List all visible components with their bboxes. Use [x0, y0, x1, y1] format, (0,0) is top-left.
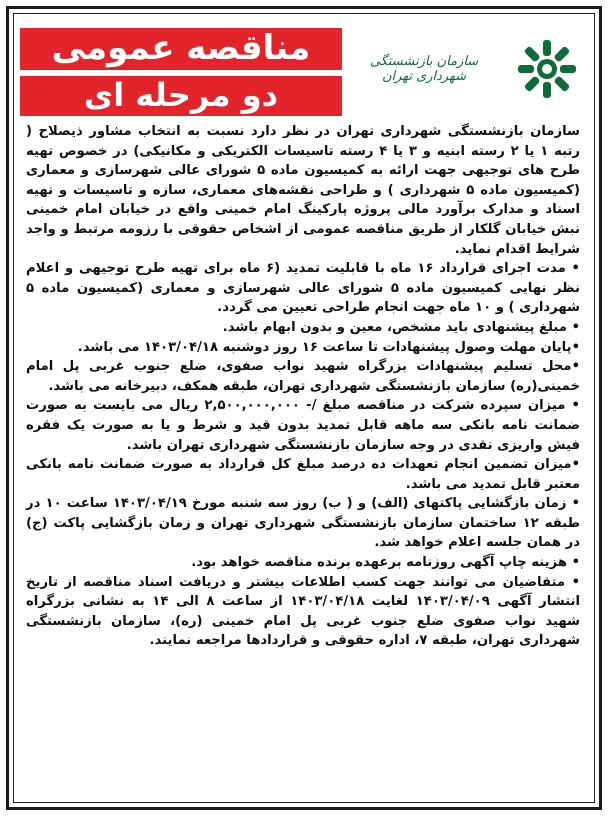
- ad-cost-item: • هزینه چاپ آگهی روزنامه برعهده برنده مناقصه خواهد بود.: [191, 555, 580, 571]
- opening-time-item: • زمان بازگشایی پاکتهای (الف) و ( ب) روز سه شنبه مورخ ۱۴۰۳/۰۴/۱۹ ساعت ۱۰ در طبقه ۱۲ ساختمان سازمان بازنشستگی شهرداری تهران و زمان بازگشایی پاکت (ج) در همان جلسه اعلام خواهد شد.: [26, 496, 580, 551]
- tender-title: [18, 24, 346, 114]
- intro-paragraph: سازمان بازنشستگی شهرداری تهران در نظر دارد نسبت به انتخاب مشاور ذیصلاح ( رتبه ۱ یا ۲ رسته ابنیه و ۳ یا ۴ رسته تاسیسات الکتریکی و مکانیکی) در خصوص تهیه طرح های توجیهی جهت ارائه به کمیسیون ماده ۵ شورای عالی شهرسازی و معماری (کمیسیون ماده ۵ شهرداری ) و طراحی نقشه‌های معماری، سازه و تاسیسات و تهیه اسناد و مدارک برآورد مالی پروژه پارکینگ امام خمینی واقع در خیابان امام خمینی نبش خیابان گلکار از طریق مناقصه عمومی از اشخاص حقوقی با رزومه مرتبط و واجد شرایط اقدام نماید.: [26, 124, 581, 257]
- organization-name: سازمان بازنشستگی شهرداری تهران: [369, 54, 479, 84]
- tender-notice: [6, 6, 602, 810]
- documents-item: • متقاضیان می توانند جهت کسب اطلاعات بیشتر و دریافت اسناد مناقصه از تاریخ انتشار آگهی ۱۴۰۳/۰۴/۰۹ لغایت ۱۴۰۳/۰۴/۱۸ از ساعت ۸ الی ۱۴ به نشانی بزرگراه شهید نواب صفوی ضلع جنوب غربی پل امام خمینی (ره)، سازمان بازنشستگی شهرداری تهران، طبقه ۷، اداره حقوقی و قراردادها مراجعه نمایند.: [26, 574, 580, 649]
- tehran-municipality-logo-icon: [514, 36, 580, 102]
- proposal-amount-item: • مبلغ پیشنهادی باید مشخص، معین و بدون ابهام باشد.: [222, 319, 580, 335]
- contract-duration-item: • مدت اجرای قرارداد ۱۶ ماه با قابلیت تمدید (۶ ماه برای تهیه طرح توجیهی و اعلام نظر نهایی کمیسیون ماده ۵ شورای عالی شهرسازی و معماری (کمیسیون ماده ۵ شهرداری ) و ۱۰ ماه جهت انجام طراحی تعیین می گردد.: [26, 261, 580, 316]
- title-line-2: دو مرحله ای: [20, 76, 342, 116]
- title-line-1: مناقصه عمومی: [20, 28, 342, 70]
- deadline-item: •پایان مهلت وصول پیشنهادات تا ساعت ۱۶ روز دوشنبه ۱۴۰۳/۰۴/۱۸ می باشد.: [77, 339, 580, 355]
- notice-frame: [13, 13, 595, 803]
- notice-body: [26, 122, 580, 796]
- performance-guarantee-item: •میزان تضمین انجام تعهدات ده درصد مبلغ کل قرارداد به صورت ضمانت نامه بانکی معتبر قابل تمدید می باشد.: [26, 457, 580, 492]
- notice-header: [14, 14, 594, 122]
- deposit-item: • میزان سپرده شرکت در مناقصه مبلغ /- ۲,۵۰۰,۰۰۰,۰۰۰ ریال می بایست به صورت ضمانت نامه بانکی سه ماهه قابل تمدید بدون قید و شرط و یا به صورت یک فقره فیش واریزی نقدی در وجه سازمان بازنشستگی شهرداری تهران باشد.: [26, 398, 580, 453]
- submission-place-item: •محل تسلیم پیشنهادات بزرگراه شهید نواب صفوی، ضلع جنوب غربی پل امام خمینی(ره) سازمان بازنشستگی شهرداری تهران، طبقه همکف، دبیرخانه می باشد.: [26, 359, 580, 394]
